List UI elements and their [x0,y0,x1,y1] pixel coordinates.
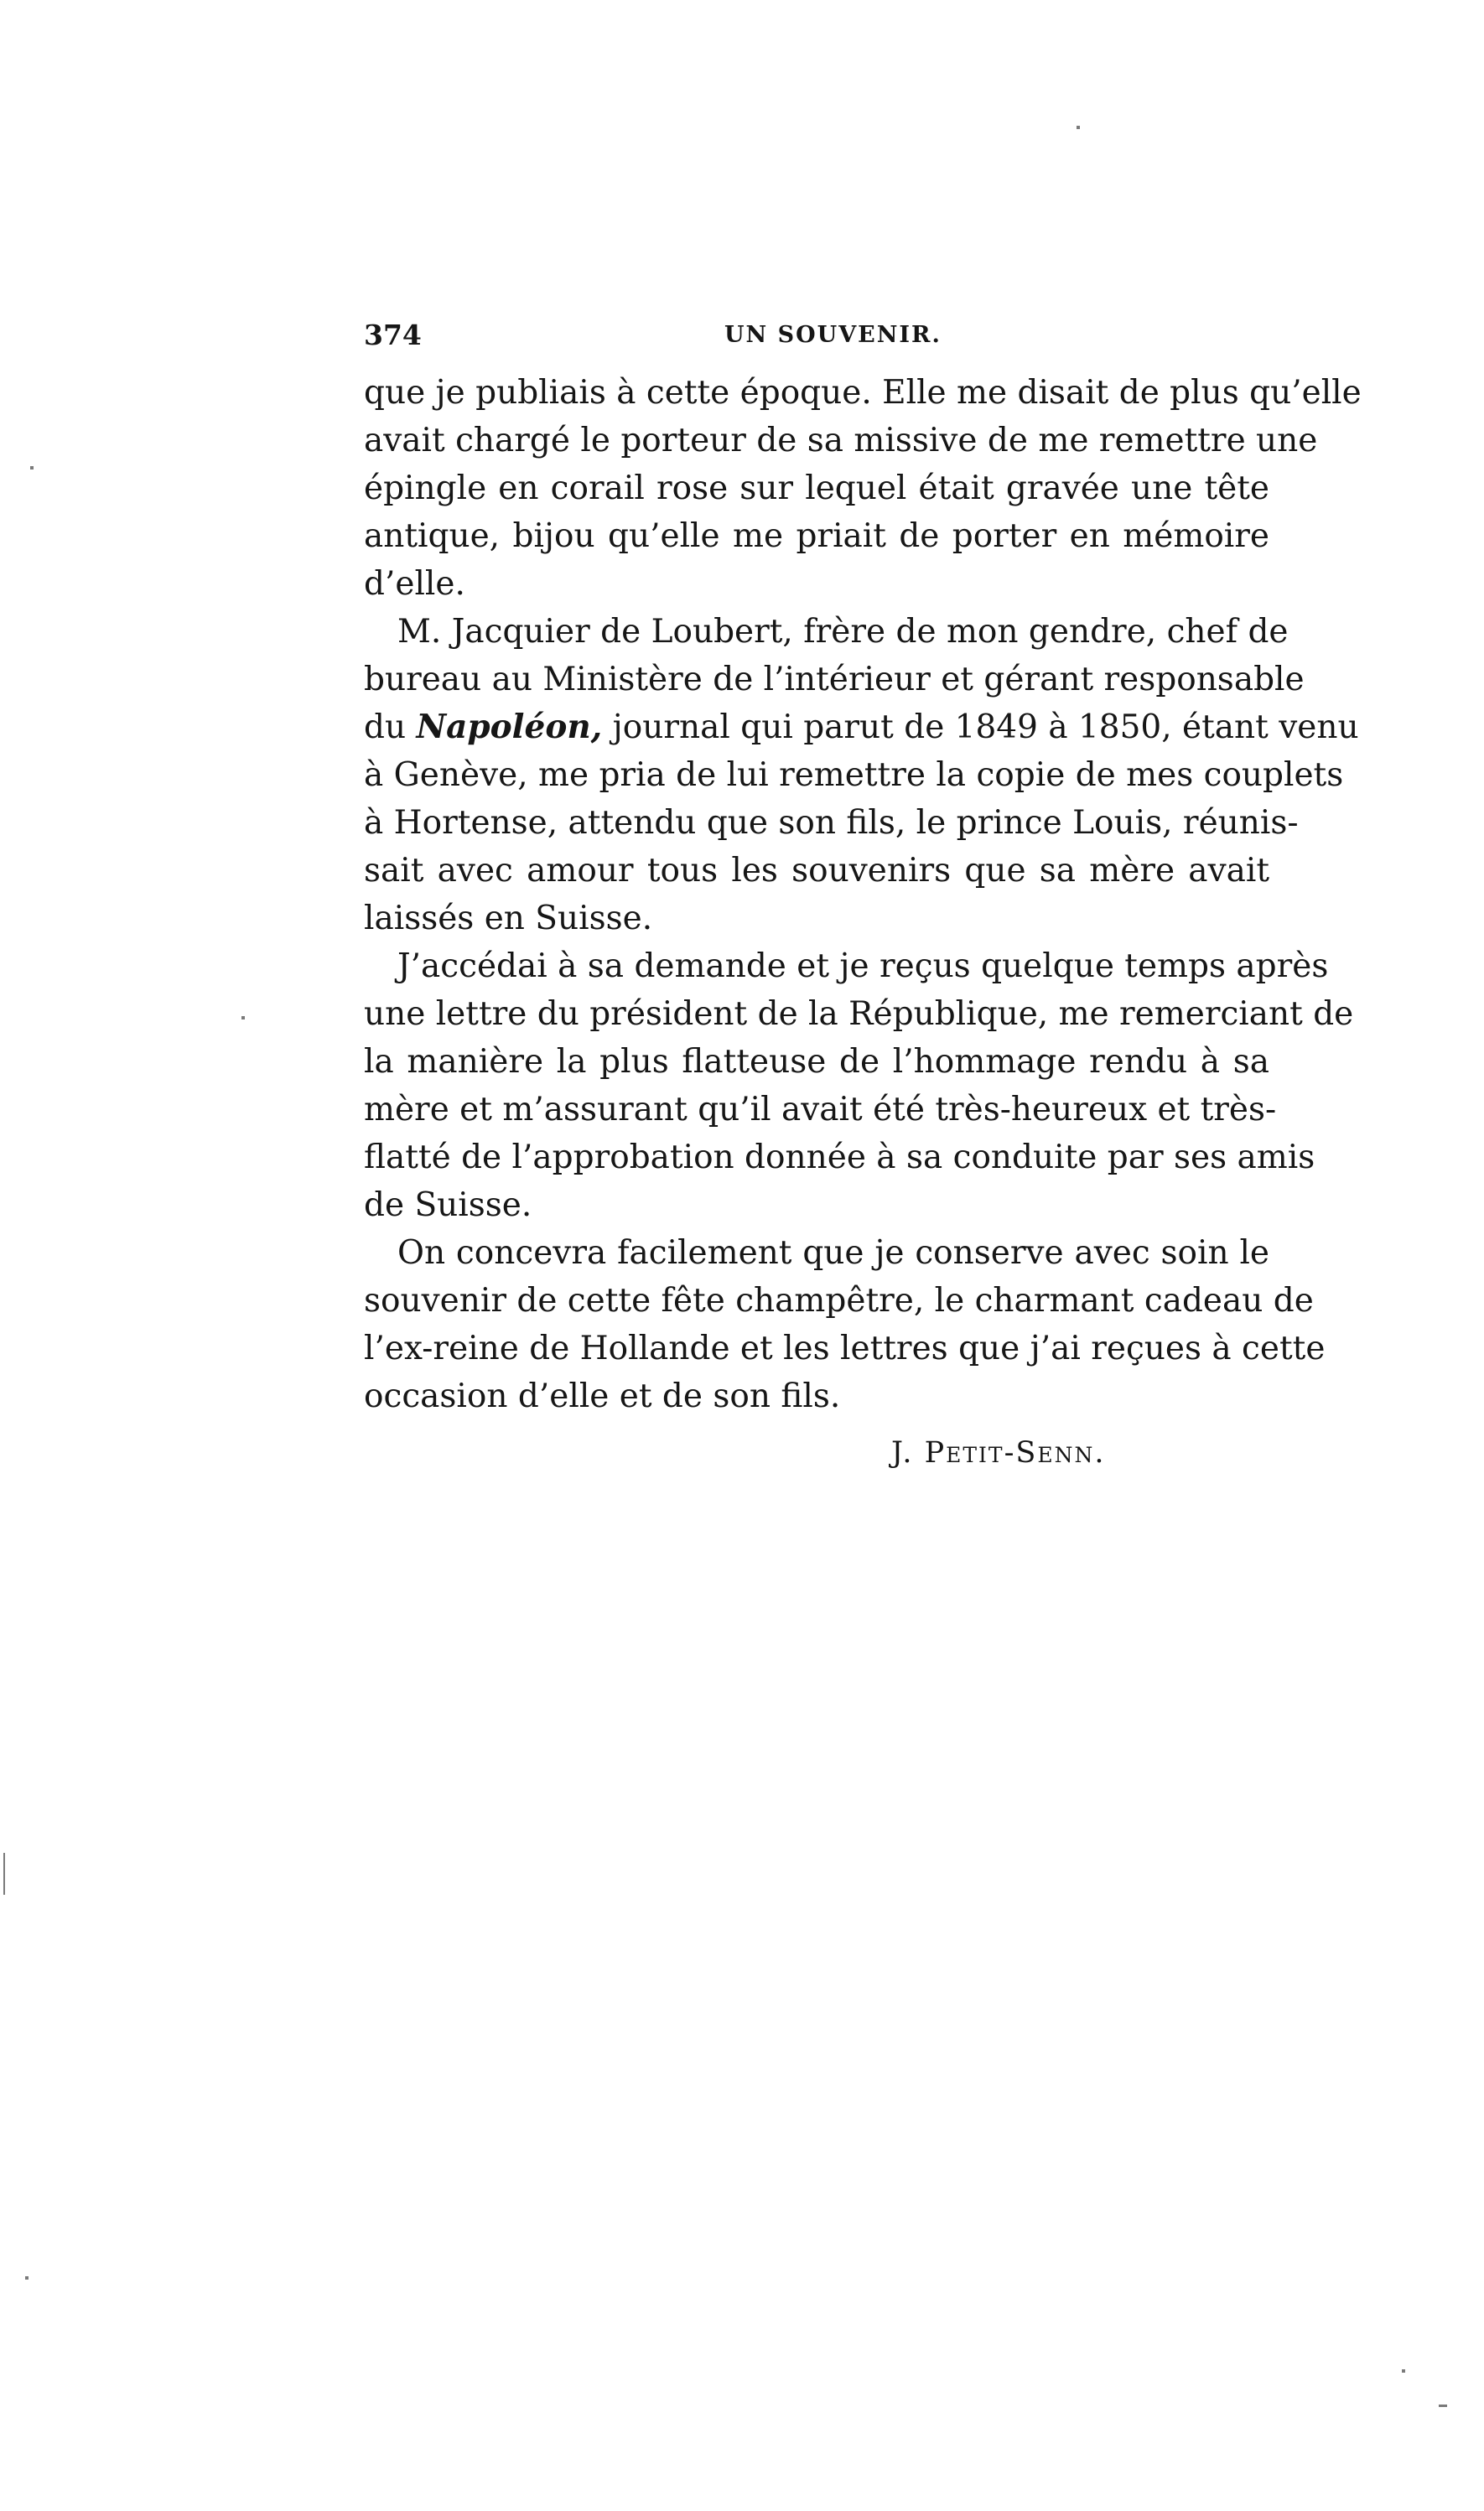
text-segment: du [364,708,417,746]
page-header [364,319,1286,361]
text-line: mère et m’assurant qu’il avait été très-heureux et très- [364,1091,1277,1128]
text-line: souvenir de cette fête champêtre, le charmant cadeau de [364,1282,1314,1320]
scan-speck [3,1853,5,1895]
text-line: laissés en Suisse. [364,900,653,937]
text-line [364,703,1359,751]
text-segment: journal qui parut de 1849 à 1850, étant venu [602,708,1359,746]
text-line: à Hortense, attendu que son fils, le prince Louis, réunis- [364,804,1299,842]
scan-speck [30,466,34,470]
text-line: l’ex-reine de Hollande et les lettres que j’ai reçues à cette [364,1330,1326,1367]
text-line: une lettre du président de la République, me remerciant de [364,995,1354,1033]
author-signature: J. Petit-Senn. [891,1436,1106,1470]
text-line: sait avec amour tous les souvenirs que sa mère avait [364,852,1269,890]
text-line: J’accédai à sa demande et je reçus quelque temps après [397,947,1329,985]
text-line: occasion d’elle et de son fils. [364,1377,841,1415]
text-line: la manière la plus flatteuse de l’hommage rendu à sa [364,1043,1269,1081]
text-line: On concevra facilement que je conserve avec soin le [397,1234,1269,1272]
page-number: 374 [364,319,422,351]
scan-speck [25,2276,29,2280]
text-line: que je publiais à cette époque. Elle me disait de plus qu’elle [364,374,1362,412]
text-line: épingle en corail rose sur lequel était gravée une tête [364,470,1269,507]
scan-speck [1439,2405,1447,2407]
text-line: flatté de l’approbation donnée à sa conduite par ses amis [364,1139,1315,1176]
text-line: à Genève, me pria de lui remettre la copie de mes couplets [364,756,1344,794]
text-line: avait chargé le porteur de sa missive de me remettre une [364,422,1318,459]
running-title: UN SOUVENIR. [724,322,942,348]
text-line: bureau au Ministère de l’intérieur et gérant responsable [364,661,1305,698]
scan-speck [1402,2369,1405,2373]
scan-speck [241,1016,245,1019]
text-line: d’elle. [364,565,465,603]
journal-title: Napoléon, [416,708,603,746]
body-text [364,369,1362,1420]
text-line: de Suisse. [364,1186,532,1224]
text-line: M. Jacquier de Loubert, frère de mon gendre, chef de [397,613,1289,651]
text-line: antique, bijou qu’elle me priait de porter en mémoire [364,517,1269,555]
scan-speck [1077,126,1080,129]
